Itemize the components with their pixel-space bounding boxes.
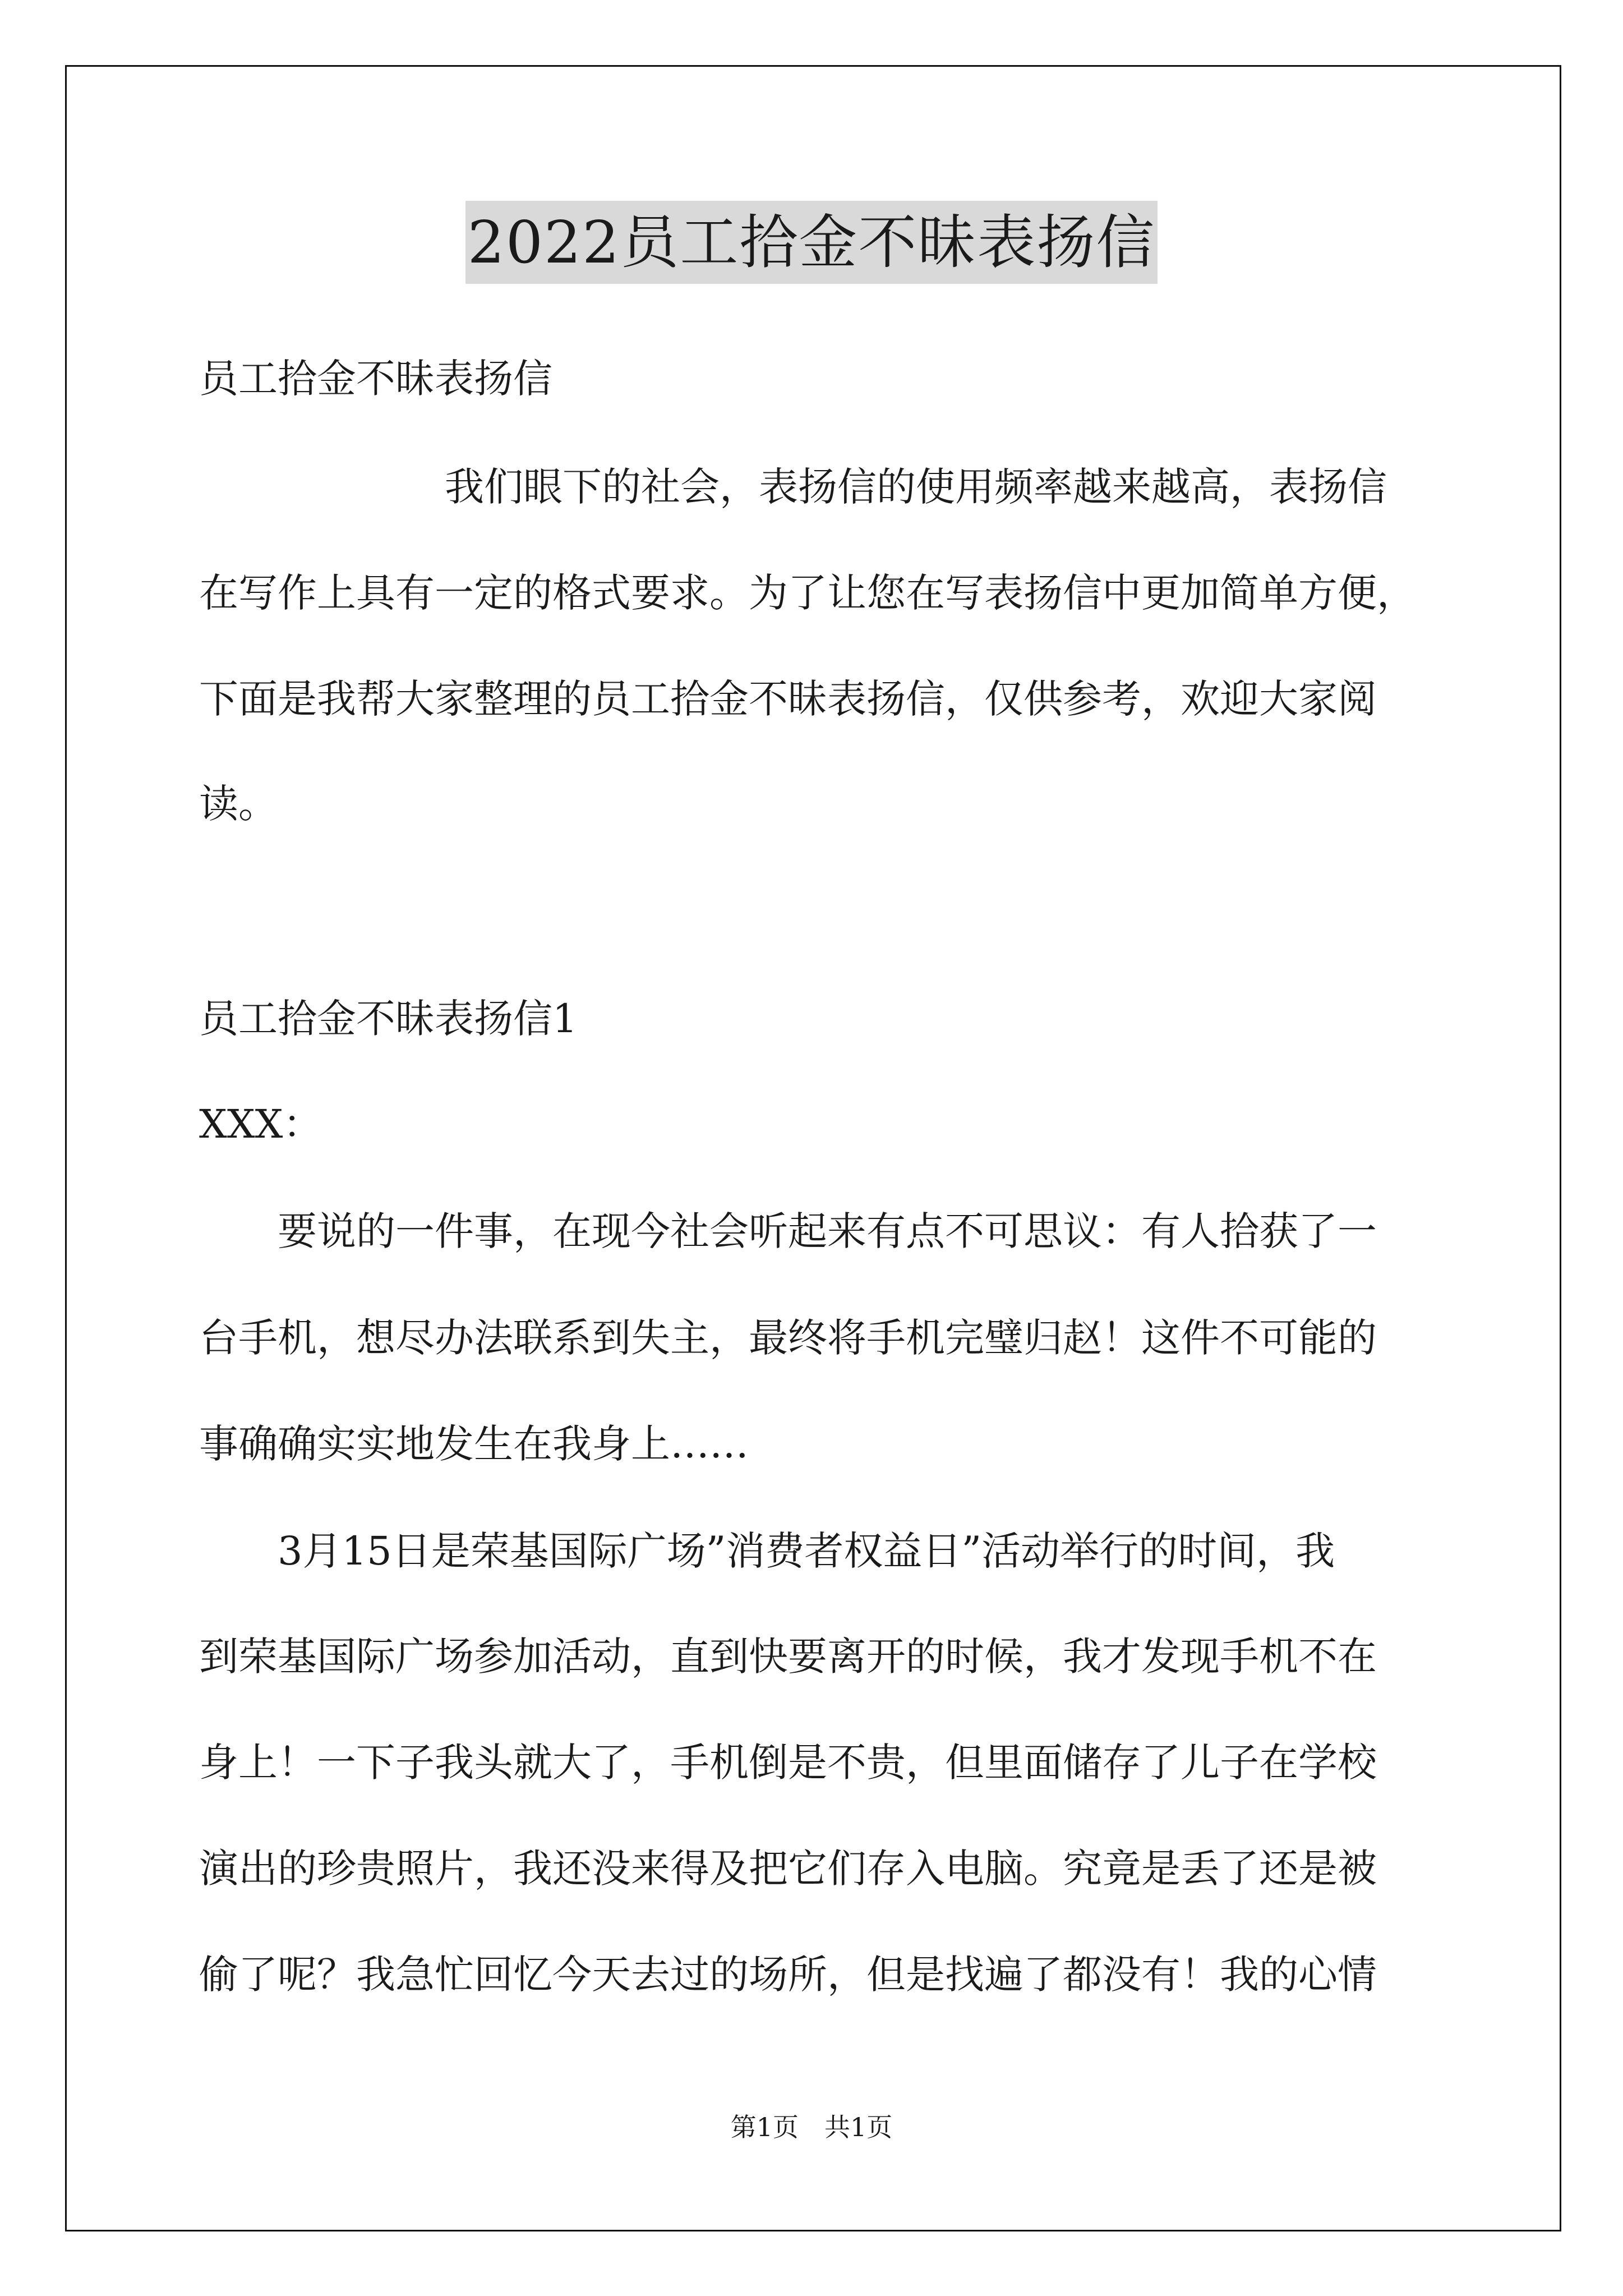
paragraph-line: 要说的一件事，在现今社会听起来有点不可思议：有人拾获了一 [278,1208,1377,1254]
page-footer: 第1页 共1页 [730,2112,893,2142]
paragraph-line: 到荣基国际广场参加活动，直到快要离开的时候，我才发现手机不在 [199,1634,1377,1680]
section-heading: 员工拾金不昧表扬信1 [199,996,578,1042]
paragraph-line: 我们眼下的社会，表扬信的使用频率越来越高，表扬信 [445,464,1387,510]
paragraph-line: 身上！一下子我头就大了，手机倒是不贵，但里面储存了儿子在学校 [199,1740,1377,1786]
paragraph-line: 演出的珍贵照片，我还没来得及把它们存入电脑。究竟是丢了还是被 [199,1846,1377,1892]
paragraph-line: 下面是我帮大家整理的员工拾金不昧表扬信，仅供参考，欢迎大家阅 [199,676,1377,722]
salutation: XXX： [199,1101,322,1147]
document-title: 2022员工拾金不昧表扬信 [465,201,1158,284]
title-block [0,201,1623,284]
paragraph-line: 在写作上具有一定的格式要求。为了让您在写表扬信中更加简单方便， [199,570,1416,616]
paragraph-line: 偷了呢？我急忙回忆今天去过的场所，但是找遍了都没有！我的心情 [199,1952,1377,1998]
subtitle: 员工拾金不昧表扬信 [199,356,552,402]
paragraph-line: 3月15日是荣基国际广场”消费者权益日”活动举行的时间，我 [278,1528,1335,1574]
paragraph-line: 读。 [199,781,278,827]
paragraph-line: 台手机，想尽办法联系到失主，最终将手机完璧归赵！这件不可能的 [199,1315,1377,1361]
paragraph-line: 事确确实实地发生在我身上…… [199,1421,749,1467]
